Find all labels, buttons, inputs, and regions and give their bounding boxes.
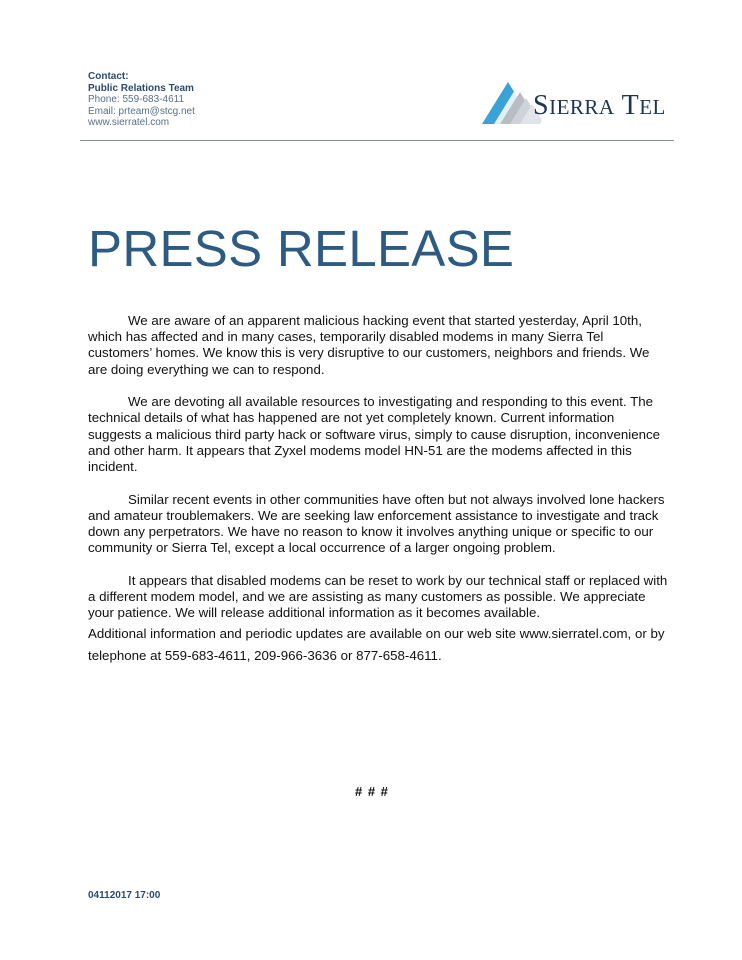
contact-phone: Phone: 559-683-4611: [88, 94, 185, 105]
release-date: 04112017 17:00: [88, 890, 161, 901]
paragraph-4: It appears that disabled modems can be reset to work by our technical staff or replaced with a different modem model, and we are assisting as many customers as possible. We appreciate your patience. We will release additional information as it becomes available.: [88, 572, 668, 621]
paragraph-2: We are devoting all available resources to investigating and responding to this event. The technical details of what has happened are not yet completely known. Current information suggests a malicious third party hack or software virus, simply to cause disruption, inconvenience and other harm. It appears that Zyxel modems model HN-51 are the modems affected in this incident.: [88, 394, 661, 475]
updates-paragraph: Additional information and periodic updates are available on our web site www.sierratel.com, or by telephone at 559-683-4611, 209-966-3636 or 877-658-4611.: [88, 626, 665, 663]
logo-word-sierra: IERRA: [549, 95, 615, 119]
page-title: PRESS RELEASE: [88, 220, 515, 277]
header-divider: [80, 140, 674, 141]
logo-word-tel: EL: [639, 95, 666, 119]
press-body: [88, 313, 668, 638]
contact-block: [88, 71, 195, 129]
logo-initial-s: S: [533, 90, 550, 121]
contact-email: Email: prteam@stcg.net: [88, 105, 195, 117]
paragraph-1: We are aware of an apparent malicious hacking event that started yesterday, April 10th, which has affected and in many cases, temporarily disabled modems in many Sierra Tel customers’ homes. We know this is very disruptive to our customers, neighbors and friends. We are doing everything we can to respond.: [88, 313, 650, 377]
contact-website: www.sierratel.com: [88, 117, 170, 128]
logo-wordmark: [533, 90, 666, 122]
end-mark: # # #: [355, 784, 389, 799]
contact-team: Public Relations Team: [88, 82, 194, 94]
contact-heading: Contact:: [88, 71, 129, 82]
paragraph-3: Similar recent events in other communities have often but not always involved lone hackers and amateur troublemakers. We are seeking law enforcement assistance to investigate and track down any perpetrators. We have no reason to know it involves anything unique or specific to our community or Sierra Tel, except a local occurrence of a larger ongoing problem.: [88, 491, 665, 556]
logo-initial-t: T: [621, 90, 640, 121]
